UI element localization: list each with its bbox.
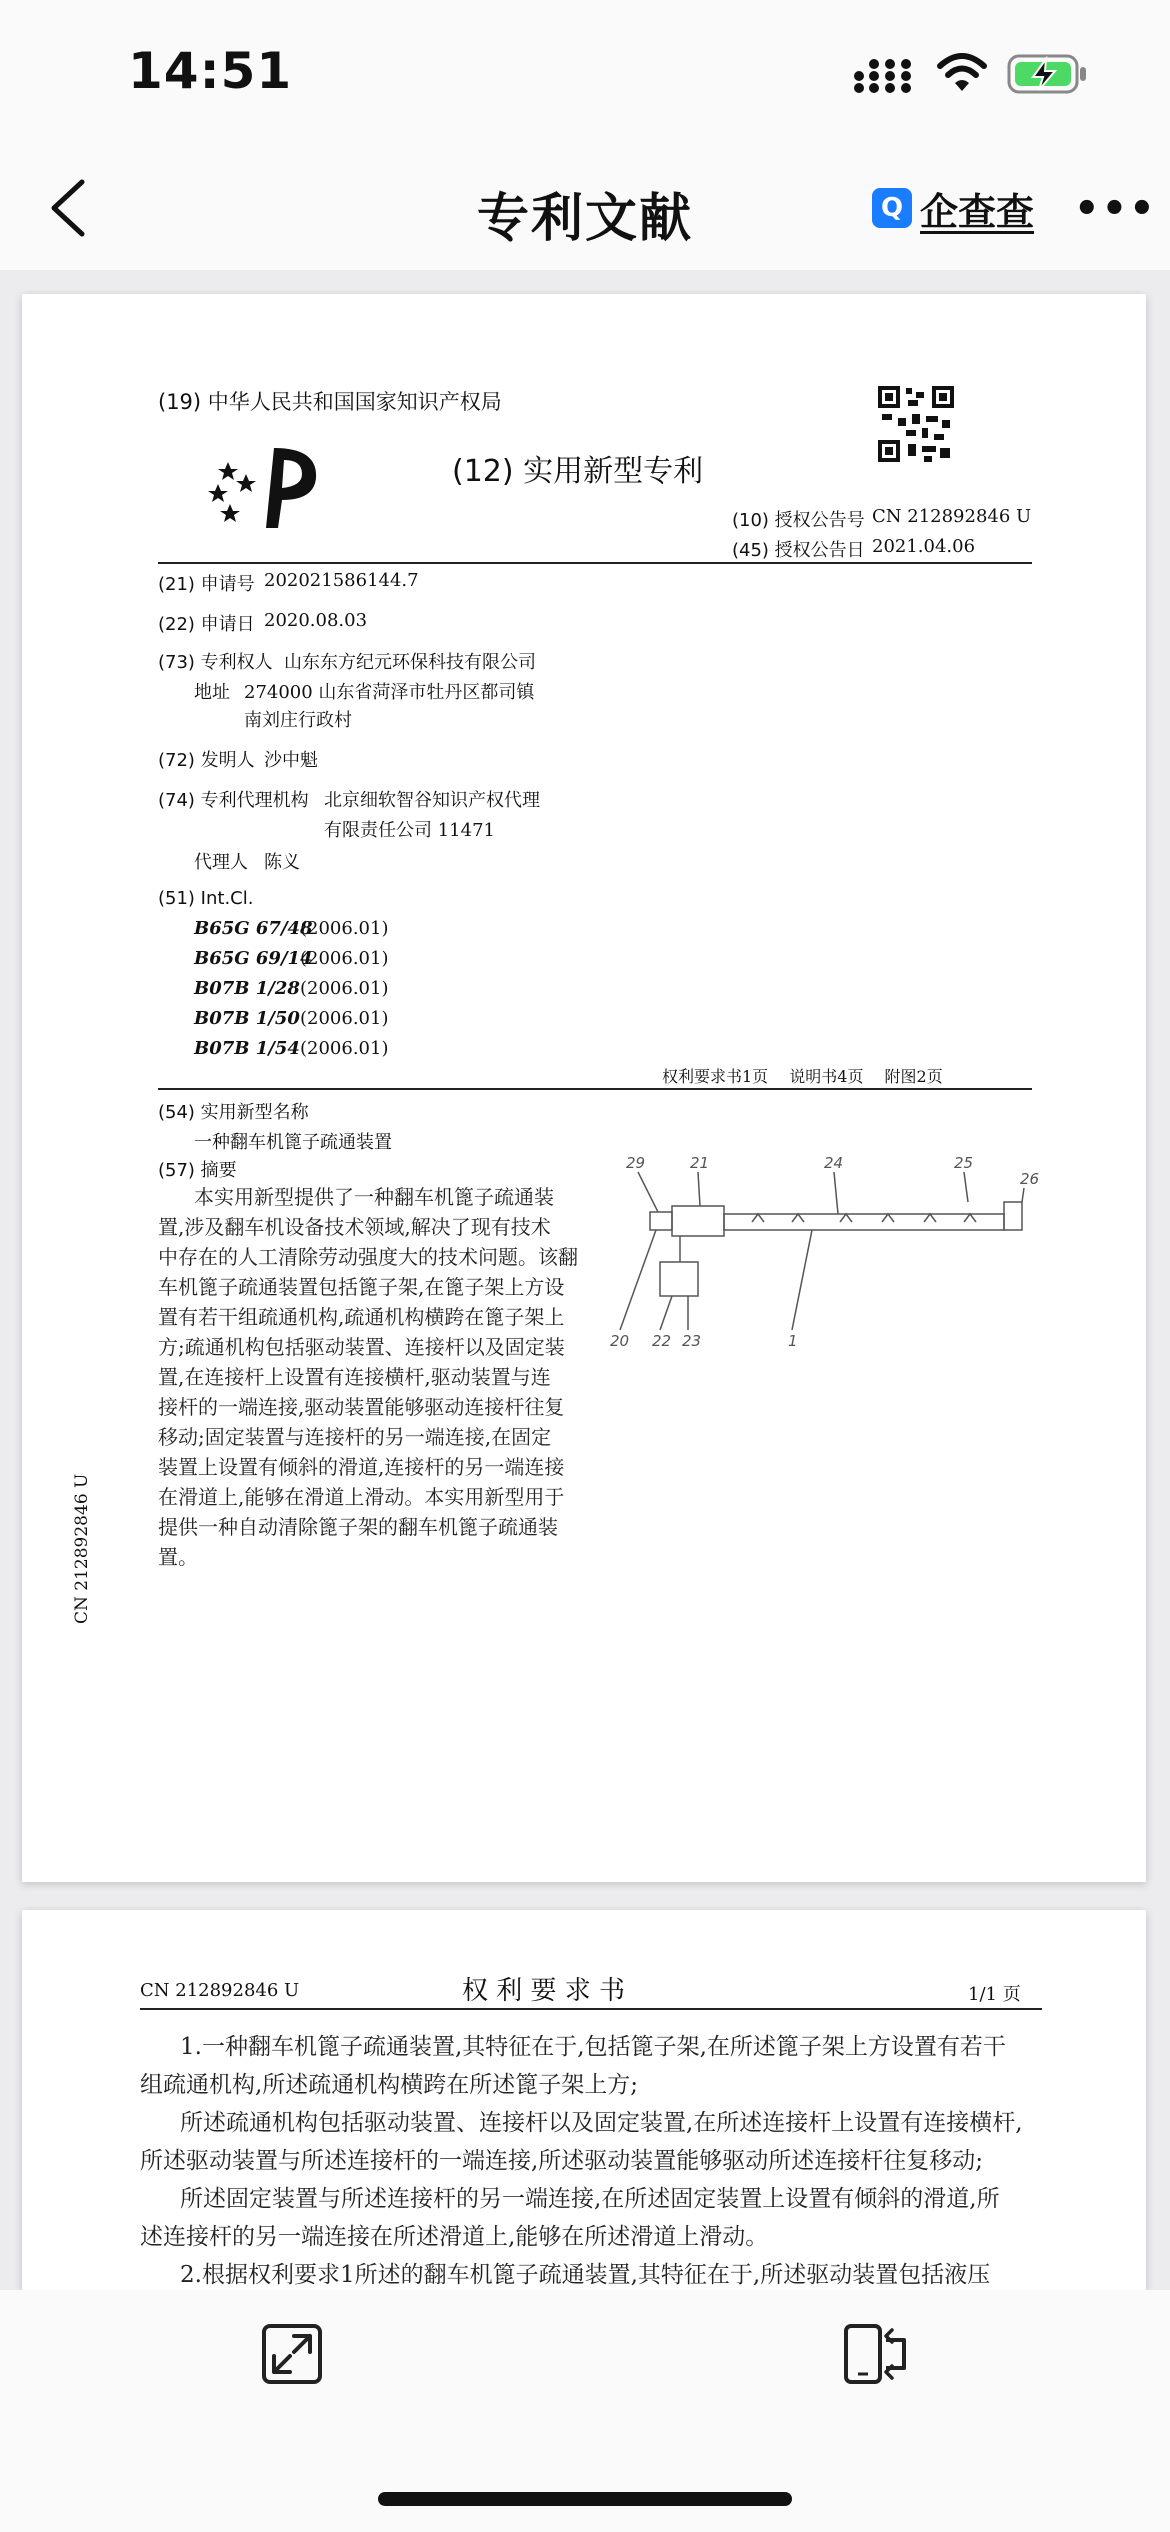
abstract-line: 置,在连接杆上设置有连接横杆,驱动装置与连 — [158, 1365, 551, 1389]
field-label: (73) 专利权人 — [158, 652, 273, 673]
document-page-1 — [22, 294, 1146, 1882]
pub-no: CN 212892846 U — [872, 506, 1032, 527]
figure-label: 20 — [610, 1332, 630, 1350]
fullscreen-expand-icon[interactable] — [260, 2322, 324, 2386]
cnipa-logo-icon — [208, 444, 336, 530]
figure-label: 24 — [824, 1154, 844, 1172]
wifi-icon — [936, 52, 988, 94]
abstract-line: 装置上设置有倾斜的滑道,连接杆的另一端连接 — [158, 1455, 565, 1479]
abstract-line: 接杆的一端连接,驱动装置能够驱动连接杆往复 — [158, 1395, 565, 1419]
page-title: 专利文献 — [476, 189, 693, 249]
int-cl-code: B07B 1/54 — [194, 1038, 300, 1059]
claim-line: 所述驱动装置与所述连接杆的一端连接,所述驱动装置能够驱动所述连接杆往复移动; — [140, 2148, 984, 2174]
abstract-line: 中存在的人工清除劳动强度大的技术问题。该翻 — [158, 1245, 578, 1269]
int-cl-code: B07B 1/50 — [194, 1008, 300, 1029]
pub-no-label: (10) 授权公告号 — [732, 510, 865, 531]
abstract-line: 置,涉及翻车机设备技术领域,解决了现有技术 — [158, 1215, 551, 1239]
document-page-2 — [22, 1910, 1146, 2290]
abstract-label: (57) 摘要 — [158, 1160, 237, 1181]
figure-label: 29 — [626, 1154, 646, 1172]
int-cl-year: (2006.01) — [300, 978, 389, 999]
claim-line: 2.根据权利要求1所述的翻车机篦子疏通装置,其特征在于,所述驱动装置包括液压 — [180, 2262, 991, 2288]
claims-doc-no: CN 212892846 U — [140, 1980, 300, 2001]
int-cl-code: B65G 67/48 — [194, 918, 313, 939]
abstract-line: 车机篦子疏通装置包括篦子架,在篦子架上方设 — [158, 1275, 565, 1299]
field-value: 274000 山东省菏泽市牡丹区都司镇 — [244, 682, 535, 703]
claim-line: 所述固定装置与所述连接杆的另一端连接,在所述固定装置上设置有倾斜的滑道,所 — [180, 2186, 1000, 2212]
figure-label: 1 — [788, 1332, 798, 1350]
claim-line: 1.一种翻车机篦子疏通装置,其特征在于,包括篦子架,在所述篦子架上方设置有若干 — [180, 2034, 1006, 2060]
status-bar — [0, 0, 1170, 140]
figure-label: 21 — [690, 1154, 710, 1172]
int-cl-year: (2006.01) — [300, 1038, 389, 1059]
figure-label: 22 — [652, 1332, 672, 1350]
field-value: 有限责任公司 11471 — [324, 820, 495, 841]
field-value: 北京细软智谷知识产权代理 — [324, 790, 540, 811]
brand-name: 企查查 — [920, 189, 1035, 234]
nav-bar — [0, 140, 1170, 270]
cellular-signal-icon — [852, 56, 918, 94]
field-value: 沙中魁 — [264, 750, 318, 771]
claims-rule — [140, 2008, 1042, 2010]
abstract-line: 提供一种自动清除篦子架的翻车机篦子疏通装 — [158, 1515, 558, 1539]
int-cl-label: (51) Int.Cl. — [158, 888, 254, 909]
int-cl-code: B65G 69/14 — [194, 948, 313, 969]
abstract-line: 本实用新型提供了一种翻车机篦子疏通装 — [194, 1185, 554, 1209]
field-label: 代理人 — [194, 852, 248, 873]
abstract-line: 置有若干组疏通机构,疏通机构横跨在篦子架上 — [158, 1305, 565, 1329]
utility-name: 一种翻车机篦子疏通装置 — [194, 1132, 392, 1153]
field-value: 2020.08.03 — [264, 610, 368, 631]
field-label: 地址 — [194, 682, 230, 703]
field-value: 南刘庄行政村 — [244, 710, 352, 731]
int-cl-code: B07B 1/28 — [194, 978, 300, 999]
claim-line: 组疏通机构,所述疏通机构横跨在所述篦子架上方; — [140, 2072, 639, 2098]
battery-charging-icon — [1006, 52, 1090, 96]
field-label: (72) 发明人 — [158, 750, 255, 771]
rotate-screen-icon[interactable] — [842, 2320, 910, 2388]
abstract-line: 置。 — [158, 1545, 198, 1569]
mid-rule — [158, 1088, 1032, 1090]
claims-page-no: 1/1 页 — [968, 1984, 1021, 2005]
header-rule — [158, 562, 1032, 564]
bottom-toolbar — [0, 2290, 1170, 2532]
figure-label: 26 — [1020, 1170, 1040, 1188]
qr-code-icon — [878, 386, 954, 462]
figure-label: 23 — [682, 1332, 702, 1350]
brand-link[interactable] — [872, 184, 1034, 232]
field-value: 山东东方纪元环保科技有限公司 — [284, 652, 536, 673]
page-counts: 权利要求书1页 说明书4页 附图2页 — [662, 1067, 943, 1086]
pub-date: 2021.04.06 — [872, 536, 976, 557]
document-type: (12) 实用新型专利 — [452, 454, 704, 489]
figure-label: 25 — [954, 1154, 974, 1172]
more-menu-button[interactable]: ••• — [1074, 186, 1157, 232]
field-label: (22) 申请日 — [158, 614, 255, 635]
status-time: 14:51 — [128, 42, 293, 100]
abstract-line: 移动;固定装置与连接杆的另一端连接,在固定 — [158, 1425, 552, 1449]
authority-line: (19) 中华人民共和国国家知识产权局 — [158, 390, 502, 414]
claim-line: 所述疏通机构包括驱动装置、连接杆以及固定装置,在所述连接杆上设置有连接横杆, — [180, 2110, 1023, 2136]
claim-line: 述连接杆的另一端连接在所述滑道上,能够在所述滑道上滑动。 — [140, 2224, 769, 2250]
int-cl-year: (2006.01) — [300, 918, 389, 939]
field-label: (21) 申请号 — [158, 574, 255, 595]
abstract-line: 方;疏通机构包括驱动装置、连接杆以及固定装 — [158, 1335, 565, 1359]
home-indicator[interactable] — [378, 2492, 792, 2506]
field-label: (74) 专利代理机构 — [158, 790, 309, 811]
field-value: 202021586144.7 — [264, 570, 419, 591]
utility-name-label: (54) 实用新型名称 — [158, 1102, 309, 1123]
pub-date-label: (45) 授权公告日 — [732, 540, 865, 561]
int-cl-year: (2006.01) — [300, 948, 389, 969]
claims-heading: 权 利 要 求 书 — [462, 1976, 626, 2006]
abstract-line: 在滑道上,能够在滑道上滑动。本实用新型用于 — [158, 1485, 565, 1509]
abstract-figure — [602, 1150, 1042, 1410]
int-cl-year: (2006.01) — [300, 1008, 389, 1029]
side-document-number: CN 212892846 U — [72, 1473, 92, 1624]
field-value: 陈义 — [264, 852, 300, 873]
brand-logo-icon: Q — [872, 188, 912, 228]
